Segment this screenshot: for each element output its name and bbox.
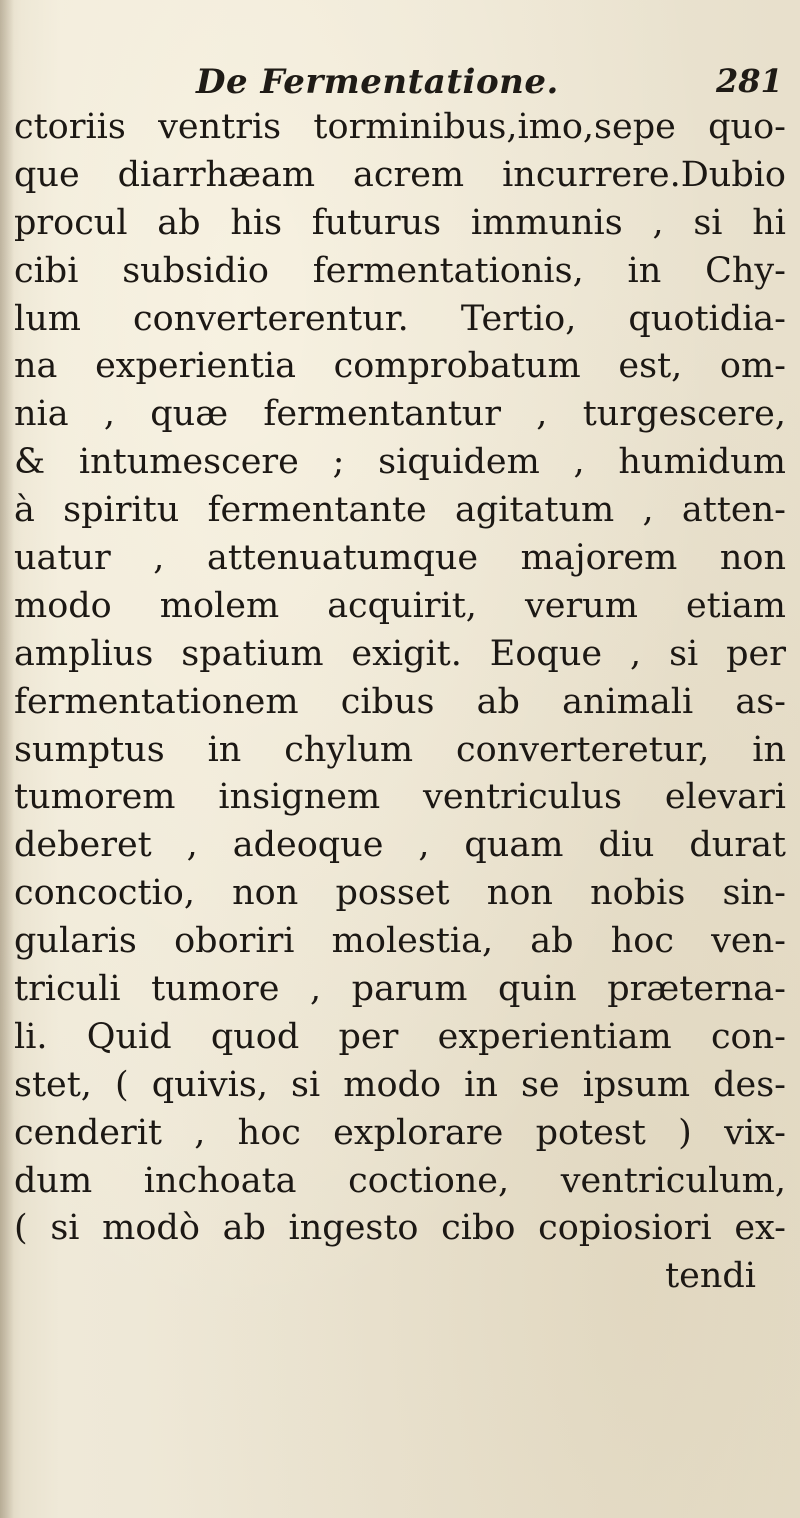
text-line: na experientia comprobatum est, om-	[14, 346, 786, 387]
text-line: amplius spatium exigit. Eoque , si per	[14, 633, 786, 674]
running-title: De Fermentatione.	[196, 62, 559, 102]
text-line: ( si modò ab ingesto cibo copiosiori ex-	[14, 1208, 786, 1249]
text-line: procul ab his futurus immunis , si hi	[14, 202, 786, 243]
running-head	[0, 62, 800, 106]
text-line: sumptus in chylum converteretur, in	[14, 729, 786, 770]
text-line: que diarrhæam acrem incurrere.Dubio	[14, 154, 786, 195]
text-line: ctoriis ventris torminibus,imo,sepe quo-	[14, 107, 786, 147]
text-line: lum converterentur. Tertio, quotidia-	[14, 298, 786, 339]
text-line: à spiritu fermentante agitatum , atten-	[14, 490, 786, 531]
text-line: nia , quæ fermentantur , turgescere,	[14, 394, 786, 435]
text-line: deberet , adeoque , quam diu durat	[14, 825, 786, 866]
text-line: cibi subsidio fermentationis, in Chy-	[14, 250, 786, 291]
text-line: & intumescere ; siquidem , humidum	[14, 442, 786, 483]
text-line: concoctio, non posset non nobis sin-	[14, 873, 786, 914]
text-line: li. Quid quod per experientiam con-	[14, 1016, 786, 1057]
text-line: cenderit , hoc explorare potest ) vix-	[14, 1112, 786, 1153]
text-line: dum inchoata coctione, ventriculum,	[14, 1160, 786, 1201]
body-text	[14, 104, 786, 1301]
gutter-shadow	[0, 0, 14, 1518]
text-line: uatur , attenuatumque majorem non	[14, 538, 786, 579]
text-line: stet, ( quivis, si modo in se ipsum des-	[14, 1064, 786, 1105]
page-number: 281	[716, 62, 783, 100]
text-line: modo molem acquirit, verum etiam	[14, 585, 786, 626]
text-line: tumorem insignem ventriculus elevari	[14, 777, 786, 818]
text-line: tendi	[665, 1256, 756, 1297]
text-line: triculi tumore , parum quin præterna-	[14, 969, 786, 1010]
text-line: gularis oboriri molestia, ab hoc ven-	[14, 921, 786, 962]
text-line: fermentationem cibus ab animali as-	[14, 681, 786, 722]
